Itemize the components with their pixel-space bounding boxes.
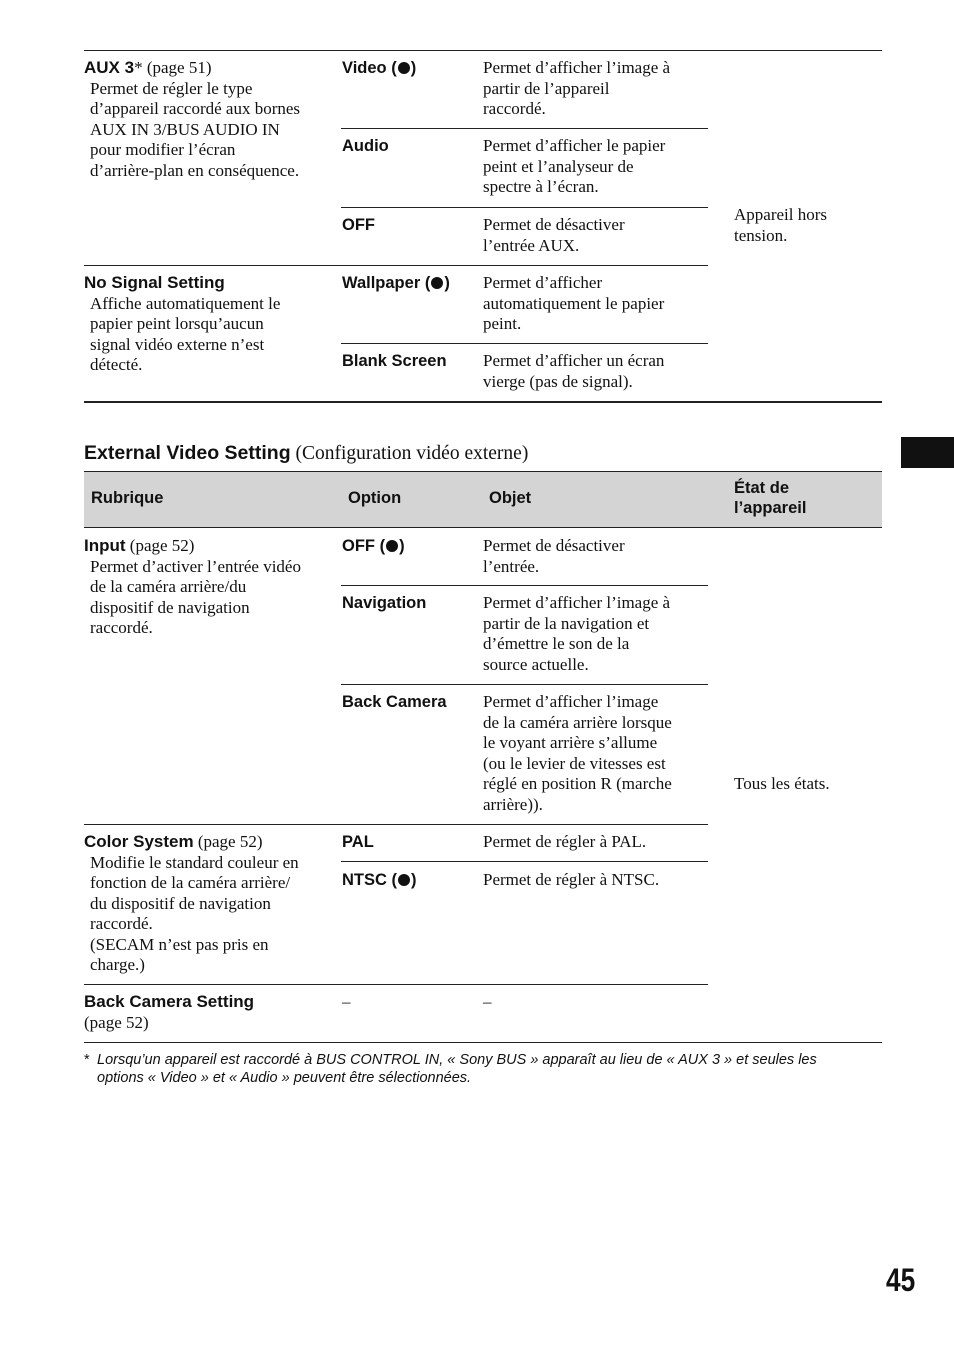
section-title-sub: (Configuration vidéo externe) xyxy=(290,443,529,464)
objet-back-camera: Permet d’afficher l’image de la caméra arrière lorsque le voyant arrière s’allume (ou le levier de vitesses est réglé en position R (marche arrière)). xyxy=(483,692,672,814)
objet-ntsc: Permet de régler à NTSC. xyxy=(483,870,660,889)
row-divider xyxy=(84,984,708,985)
header-bottom-rule xyxy=(84,527,882,528)
row-divider xyxy=(341,861,708,862)
rubrique-backcam-title: Back Camera Setting xyxy=(84,992,255,1011)
footnote-text: Lorsqu’un appareil est raccordé à BUS CONTROL IN, « Sony BUS » apparaît au lieu de « AUX 3 » et seules les options « Video » et « Audio » peuvent être sélectionnées. xyxy=(97,1052,817,1086)
rubrique-aux3-title: AUX 3 xyxy=(84,58,135,77)
table1-bottom-rule xyxy=(84,401,882,403)
header-option: Option xyxy=(348,489,402,507)
objet-off: Permet de désactiver l’entrée AUX. xyxy=(483,215,625,255)
objet-input-off: Permet de désactiver l’entrée. xyxy=(483,536,625,576)
rubrique-no-signal xyxy=(84,273,334,376)
row-divider xyxy=(341,684,708,685)
section-title xyxy=(84,442,528,465)
table2-bottom-rule xyxy=(84,1042,882,1043)
row-divider xyxy=(341,207,708,208)
rubrique-aux3-desc: Permet de régler le type d’appareil raccordé aux bornes AUX IN 3/BUS AUDIO IN pour modifier l’écran d’arrière-plan en conséquence. xyxy=(90,78,301,180)
row-divider xyxy=(84,824,708,825)
objet-navigation: Permet d’afficher l’image à partir de la navigation et d’émettre le son de la source actuelle. xyxy=(483,593,671,674)
rubrique-no-signal-title: No Signal Setting xyxy=(84,273,225,292)
row-divider xyxy=(84,265,708,266)
objet-wallpaper: Permet d’afficher automatiquement le papier peint. xyxy=(483,273,665,333)
option-input-off: OFF ( ) xyxy=(342,537,405,555)
rubrique-color-system xyxy=(84,832,334,976)
header-rubrique: Rubrique xyxy=(91,489,164,507)
option-pal: PAL xyxy=(342,833,374,851)
header-etat: État de l’appareil xyxy=(734,479,807,517)
etat-appareil-hors-tension: Appareil hors tension. xyxy=(734,205,828,245)
rubrique-back-camera-setting xyxy=(84,992,334,1033)
rubrique-aux3 xyxy=(84,58,334,181)
objet-audio: Permet d’afficher le papier peint et l’analyseur de spectre à l’écran. xyxy=(483,136,666,196)
option-ntsc: NTSC ( ) xyxy=(342,871,417,889)
row-divider xyxy=(341,343,708,344)
option-video: Video ( ) xyxy=(342,59,417,77)
rubrique-input-ref: (page 52) xyxy=(125,536,195,555)
option-audio: Audio xyxy=(342,137,389,155)
option-navigation: Navigation xyxy=(342,594,427,612)
objet-backcam-none: – xyxy=(483,992,492,1011)
objet-video: Permet d’afficher l’image à partir de l’appareil raccordé. xyxy=(483,58,671,118)
rubrique-aux3-ref: * (page 51) xyxy=(134,58,212,77)
option-blank-screen: Blank Screen xyxy=(342,352,447,370)
rubrique-input xyxy=(84,536,334,639)
header-objet: Objet xyxy=(489,489,532,507)
rubrique-color-desc: Modifie le standard couleur en fonction de la caméra arrière/ du dispositif de navigation raccordé. (SECAM n’est pas pris en charge.) xyxy=(90,852,299,974)
rubrique-color-ref: (page 52) xyxy=(193,832,263,851)
table1-top-rule xyxy=(84,50,882,51)
rubrique-backcam-ref: (page 52) xyxy=(84,1012,149,1032)
default-marker-icon xyxy=(386,540,398,552)
footnote-mark: * xyxy=(84,1052,90,1068)
rubrique-color-title: Color System xyxy=(84,832,194,851)
default-marker-icon xyxy=(398,62,410,74)
option-off: OFF xyxy=(342,216,375,234)
option-wallpaper: Wallpaper ( ) xyxy=(342,274,450,292)
option-backcam-none: – xyxy=(342,992,351,1011)
section-title-main: External Video Setting xyxy=(84,442,291,464)
rubrique-input-title: Input xyxy=(84,536,126,555)
row-divider xyxy=(341,128,708,129)
objet-pal: Permet de régler à PAL. xyxy=(483,832,647,851)
option-back-camera: Back Camera xyxy=(342,693,447,711)
row-divider xyxy=(341,585,708,586)
default-marker-icon xyxy=(431,277,443,289)
side-tab-marker xyxy=(901,437,954,468)
page-number: 45 xyxy=(886,1262,916,1298)
rubrique-no-signal-desc: Affiche automatiquement le papier peint lorsqu’aucun signal vidéo externe n’est détecté. xyxy=(90,293,281,374)
default-marker-icon xyxy=(398,874,410,886)
objet-blank-screen: Permet d’afficher un écran vierge (pas de signal). xyxy=(483,351,665,391)
rubrique-input-desc: Permet d’activer l’entrée vidéo de la caméra arrière/du dispositif de navigation raccordé. xyxy=(90,556,301,637)
etat-tous-les-etats: Tous les états. xyxy=(734,774,830,793)
